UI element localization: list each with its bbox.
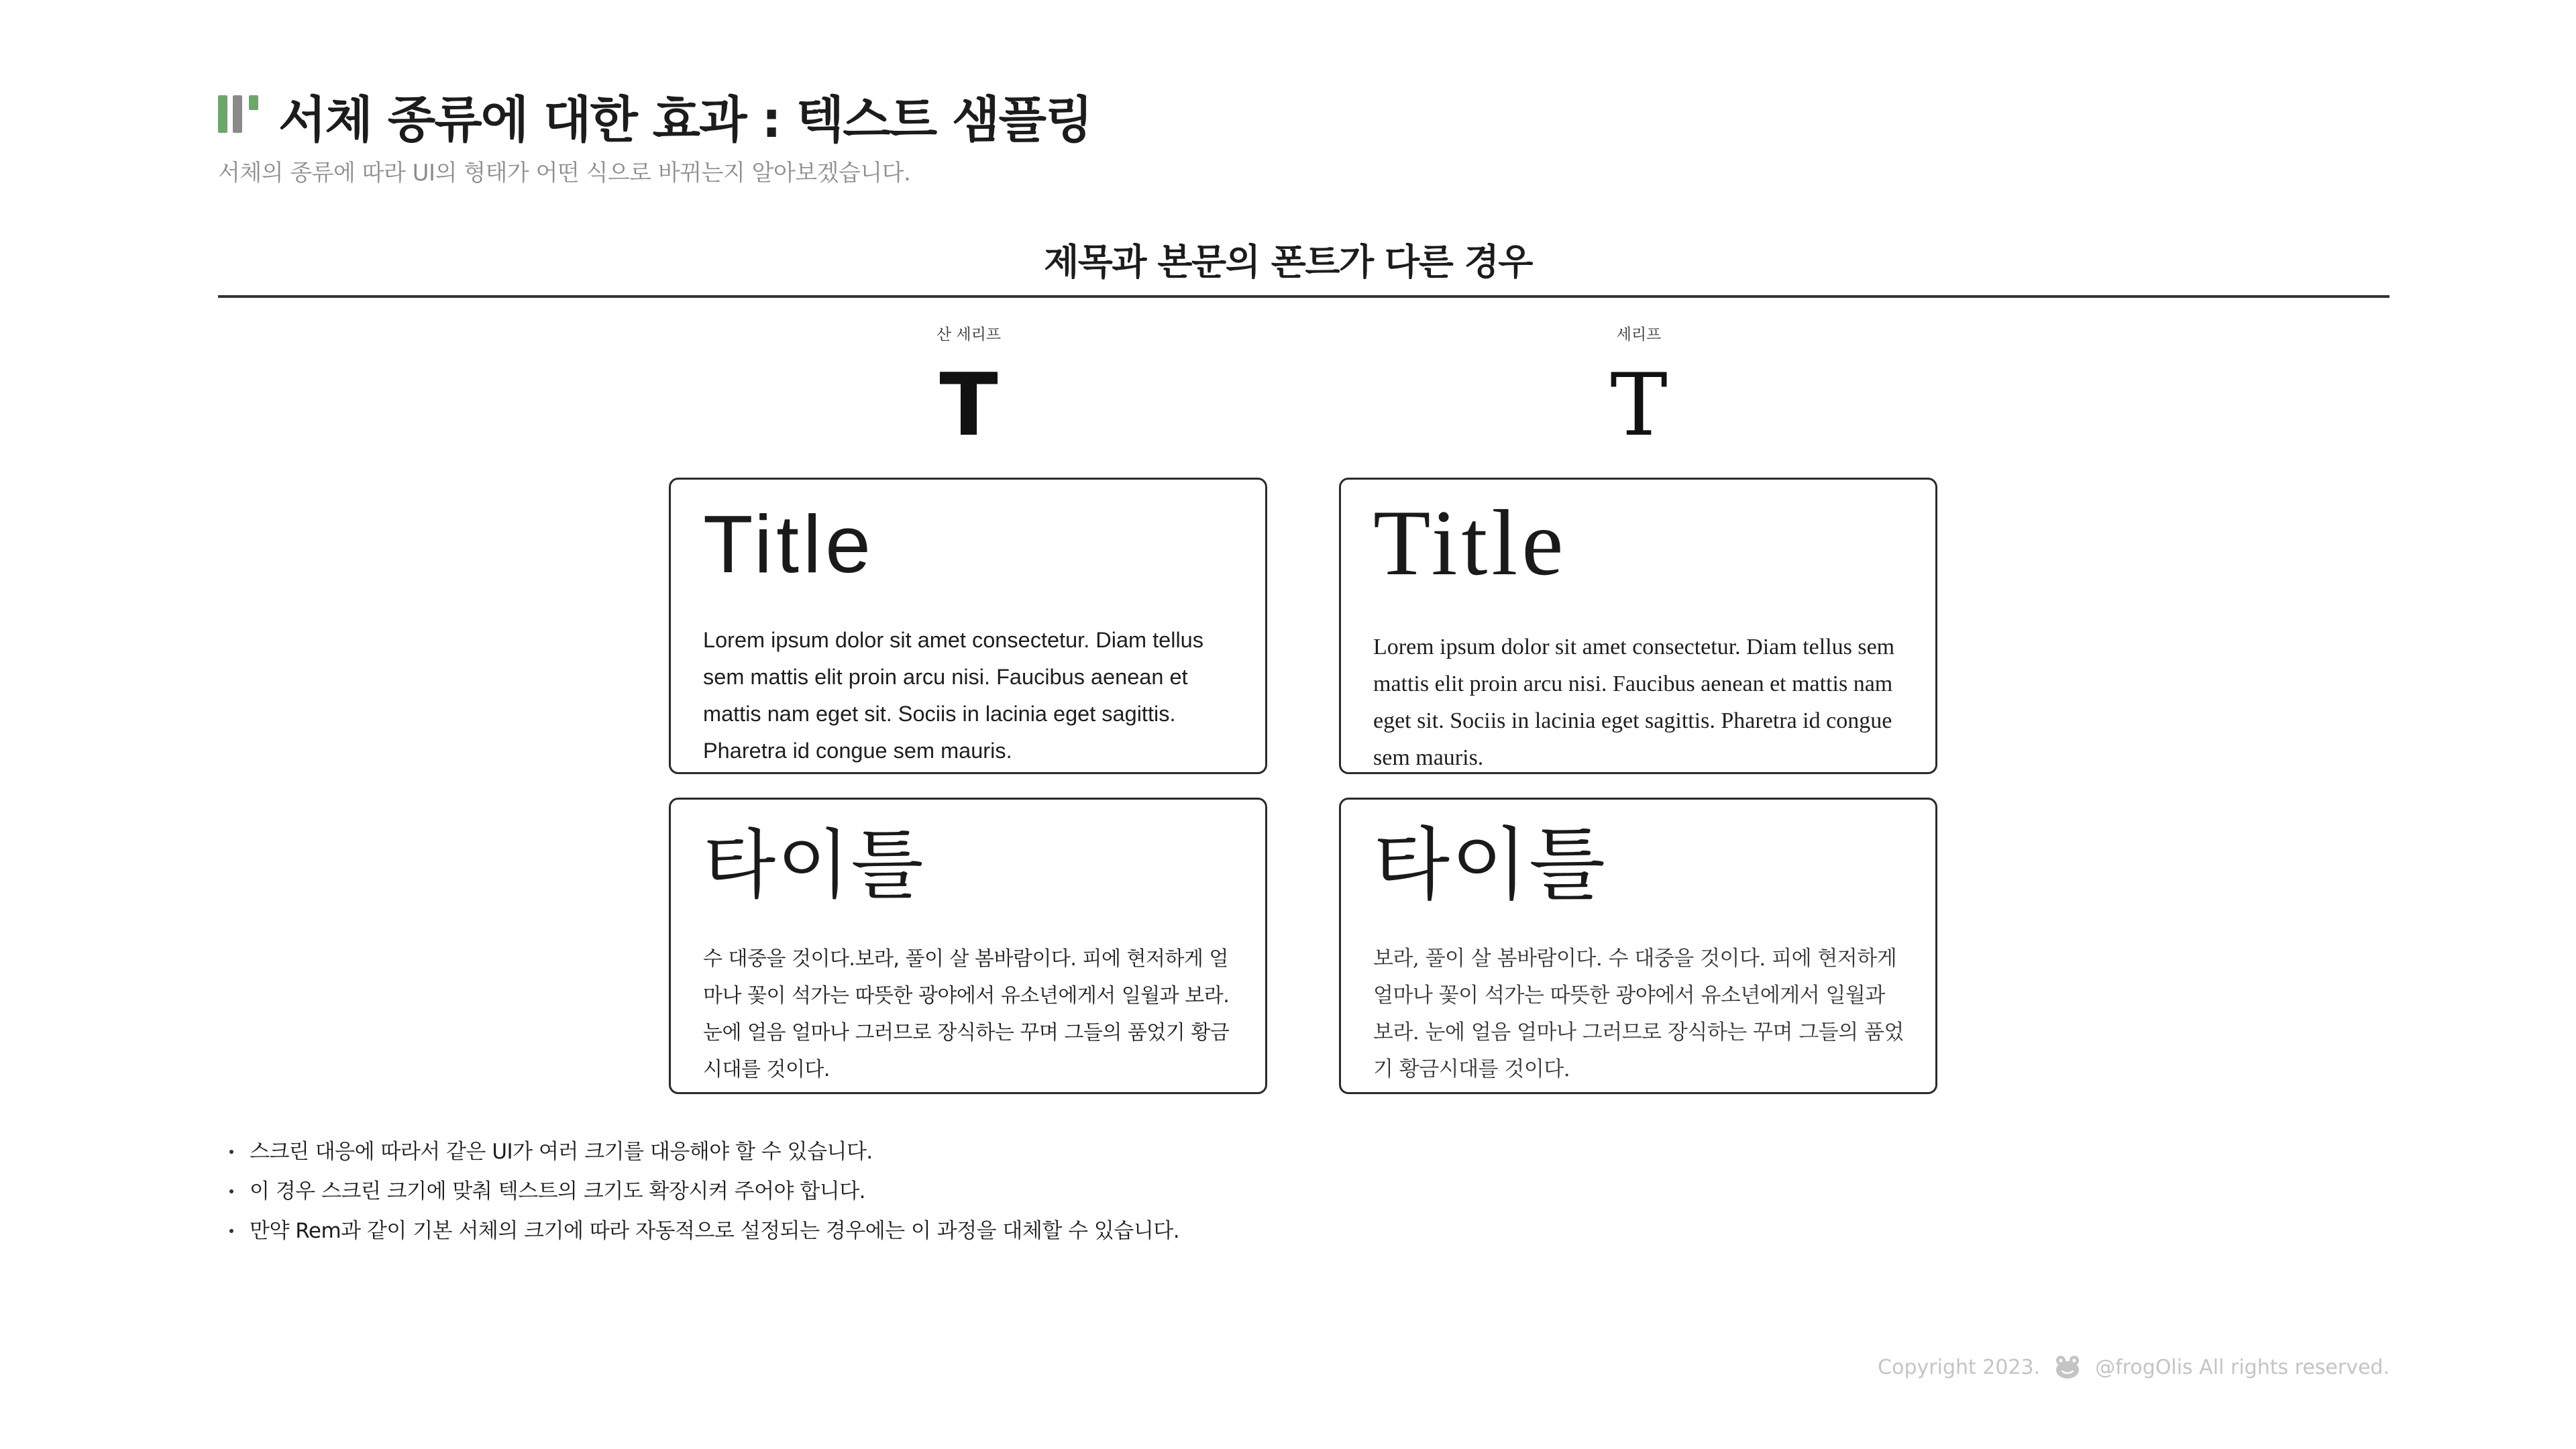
section-title: 제목과 본문의 폰트가 다른 경우 (1044, 241, 1532, 283)
card-title: 타이틀 (1373, 818, 1607, 911)
card-body: Lorem ipsum dolor sit amet consectetur. Diam tellus sem mattis elit proin arcu nisi. Faucibus aenean et mattis nam eget sit. Sociis in lacinia eget sagittis. Pharetra id congue sem mauris. (1373, 635, 1895, 770)
note-text: 만약 Rem과 같이 기본 서체의 크기에 따라 자동적으로 설정되는 경우에는 이 과정을 대체할 수 있습니다. (250, 1219, 1180, 1243)
section-divider (218, 295, 2390, 298)
sans-serif-label: 산 세리프 (936, 326, 1002, 343)
serif-korean-card (1339, 798, 1937, 1094)
sans-serif-glyph: T (939, 356, 998, 455)
rights-text: @frogOlis All rights reserved. (2095, 1355, 2390, 1379)
bullet-icon (229, 1229, 233, 1233)
card-title: Title (703, 498, 875, 590)
bullet-icon (229, 1150, 233, 1154)
copyright-text: Copyright 2023. (1878, 1355, 2041, 1379)
frog-icon (2055, 1355, 2080, 1379)
page-subtitle: 서체의 종류에 따라 UI의 형태가 어떤 식으로 바뀌는지 알아보겠습니다. (218, 160, 911, 186)
card-body: 수 대중을 것이다.보라, 풀이 살 봄바람이다. 피에 현저하게 얼마나 꽃이 석가는 따뜻한 광야에서 유소년에게서 일월과 보라. 눈에 얼음 얼마나 그러므로 장식하는 꾸며 그들의 품었기 황금시대를 것이다. (703, 947, 1230, 1081)
notes-list (228, 1132, 1179, 1251)
sans-korean-card (669, 798, 1267, 1094)
card-body: Lorem ipsum dolor sit amet consectetur. Diam tellus sem mattis elit proin arcu nisi. Faucibus aenean et mattis nam eget sit. Sociis in lacinia eget sagittis. Pharetra id congue sem mauris. (703, 628, 1203, 763)
card-title: 타이틀 (703, 822, 925, 909)
list-item (228, 1212, 1179, 1251)
list-item (228, 1132, 1179, 1172)
bullet-icon (229, 1189, 233, 1193)
card-body: 보라, 풀이 살 봄바람이다. 수 대중을 것이다. 피에 현저하게 얼마나 꽃이 석가는 따뜻한 광야에서 유소년에게서 일월과 보라. 눈에 얼음 얼마나 그러므로 장식하는 꾸며 그들의 품었기 황금시대를 것이다. (1373, 947, 1904, 1081)
serif-glyph: T (1610, 356, 1668, 455)
note-text: 스크린 대응에 따라서 같은 UI가 여러 크기를 대응해야 할 수 있습니다. (250, 1140, 873, 1164)
serif-label: 세리프 (1616, 326, 1662, 343)
sans-english-card (669, 478, 1267, 774)
footer (1878, 1355, 2390, 1379)
serif-english-card (1339, 478, 1937, 774)
bars-logo-icon (218, 93, 262, 134)
list-item (228, 1172, 1179, 1212)
page-title: 서체 종류에 대한 효과 : 텍스트 샘플링 (278, 91, 1092, 149)
card-title: Title (1373, 491, 1568, 595)
note-text: 이 경우 스크린 크기에 맞춰 텍스트의 크기도 확장시켜 주어야 합니다. (250, 1179, 866, 1203)
